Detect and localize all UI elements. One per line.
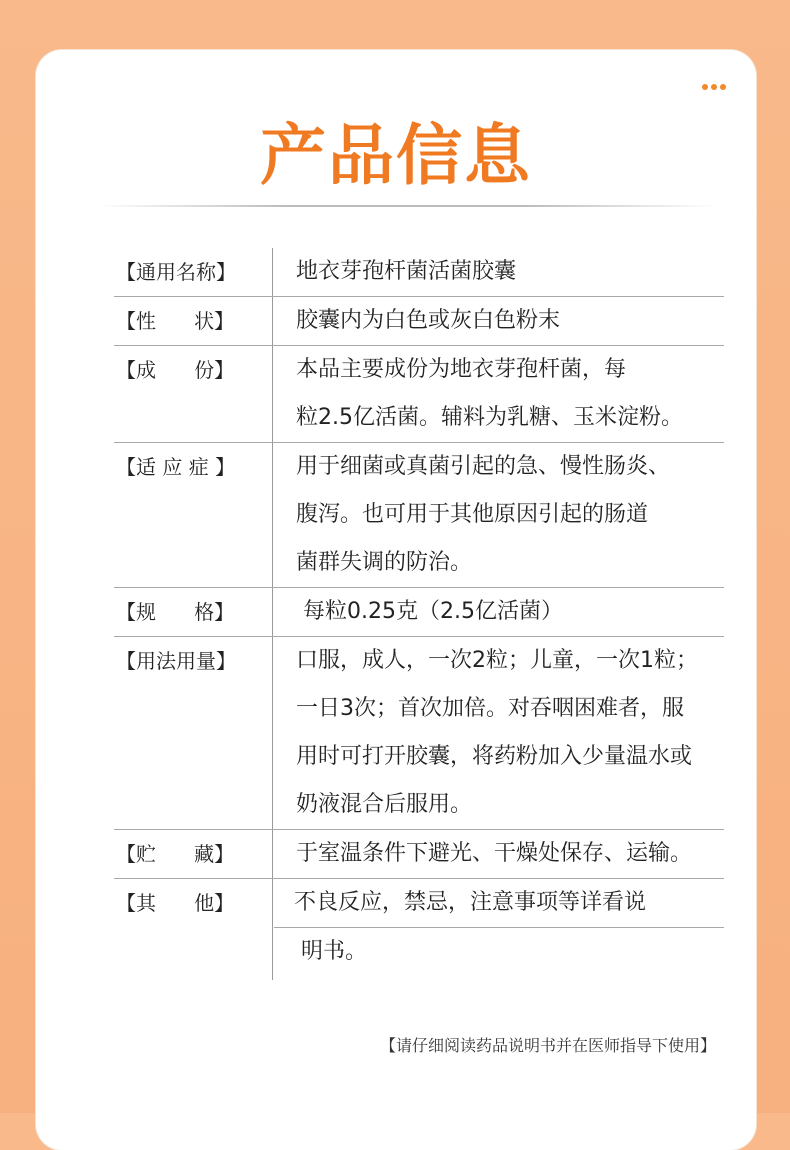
row-label: 【用法用量】 [116,649,236,673]
row-value [274,443,724,587]
row-value [274,248,724,296]
product-info-card [36,50,756,1150]
row-appearance [114,297,724,346]
value-line: 不良反应，禁忌，注意事项等详看说 [274,879,724,928]
value-line: 胶囊内为白色或灰白色粉末 [296,308,561,333]
value-line: 菌群失调的防治。 [296,550,473,575]
value-line: 奶液混合后服用。 [296,792,473,817]
dot [711,84,717,90]
dot [702,84,708,90]
row-label: 【性 状】 [116,309,235,333]
more-options-icon[interactable] [702,84,726,90]
value-line: 粒2.5亿活菌。辅料为乳糖、玉米淀粉。 [296,405,683,430]
row-label: 【通用名称】 [116,260,236,284]
row-generic-name [114,248,724,297]
row-value [274,346,724,442]
row-label: 【其 他】 [116,891,235,915]
value-line: 每粒0.25克（2.5亿活菌） [296,599,563,624]
value-line: 用于细菌或真菌引起的急、慢性肠炎、 [296,454,671,479]
dot [720,84,726,90]
value-line: 腹泻。也可用于其他原因引起的肠道 [296,502,649,527]
value-line: 本品主要成份为地衣芽孢杆菌，每 [296,357,627,382]
row-label: 【规 格】 [116,600,235,624]
row-label: 【贮 藏】 [116,842,235,866]
value-line: 一日3次；首次加倍。对吞咽困难者，服 [296,696,684,721]
row-label: 【成 份】 [116,358,235,382]
value-line: 明书。 [294,939,367,964]
page-title: 产品信息 [260,117,532,194]
row-label: 【适 应 症 】 [116,455,236,479]
row-value [274,879,724,976]
info-table [114,248,724,976]
title-divider [96,205,716,207]
value-line: 于室温条件下避光、干燥处保存、运输。 [296,841,693,866]
row-value [274,637,724,829]
row-other [114,879,724,976]
row-specification [114,588,724,637]
value-line: 地衣芽孢杆菌活菌胶囊 [296,259,517,284]
row-dosage [114,637,724,830]
row-storage [114,830,724,879]
row-value [274,588,724,636]
row-value [274,830,724,878]
row-indications [114,443,724,588]
row-value [274,297,724,345]
value-line: 口服，成人，一次2粒；儿童，一次1粒； [296,648,698,673]
footer-notice: 【请仔细阅读药品说明书并在医师指导下使用】 [379,1036,716,1055]
value-line: 用时可打开胶囊，将药粉加入少量温水或 [296,744,693,769]
row-ingredients [114,346,724,443]
